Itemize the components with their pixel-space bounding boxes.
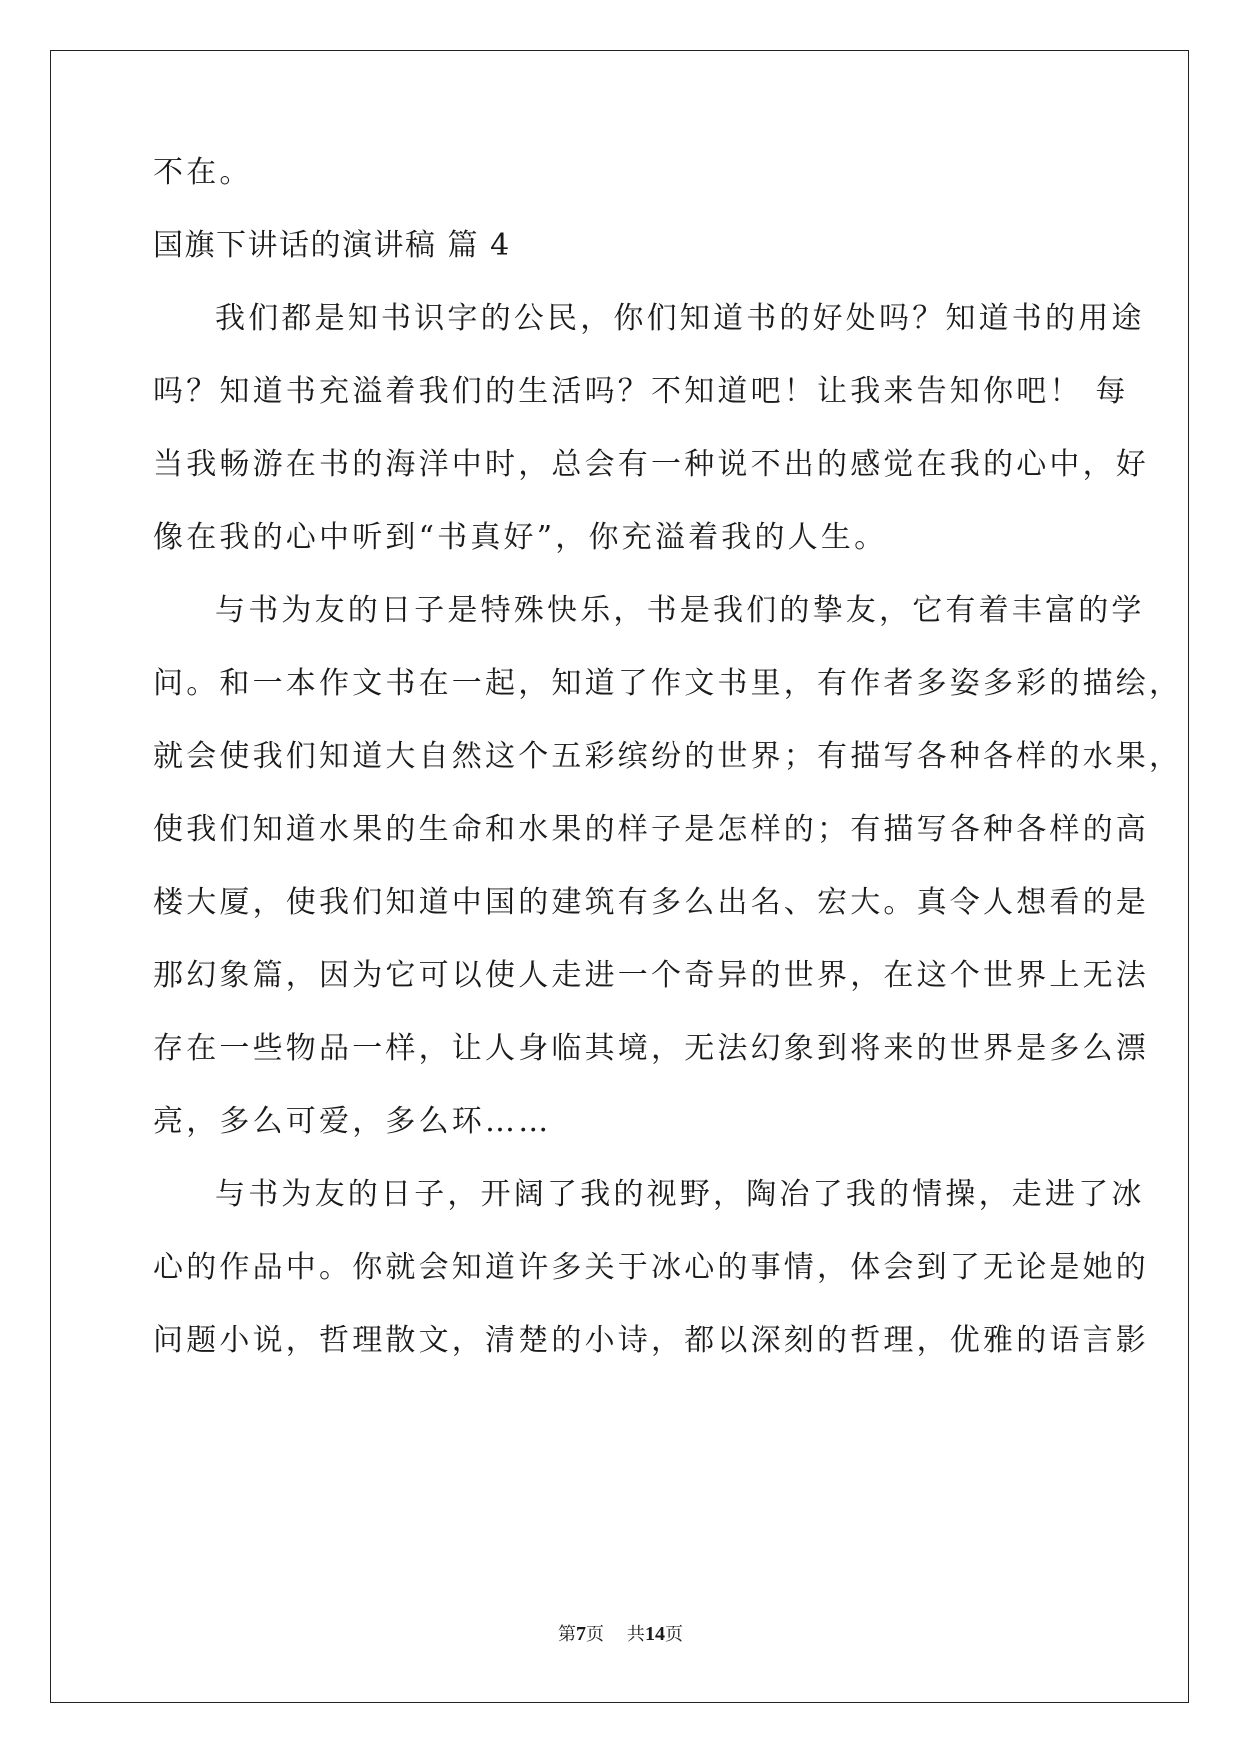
page-mid-text: 页 共 [586, 1624, 645, 1645]
page-prefix: 第 [558, 1624, 577, 1645]
total-pages-number: 14 [644, 1623, 665, 1645]
page-footer [0, 1622, 1241, 1647]
paragraph-line: 吗？知道书充溢着我们的生活吗？不知道吧！让我来告知你吧！ 每 [153, 374, 1129, 409]
paragraph-line: 心的作品中。你就会知道许多关于冰心的事情，体会到了无论是她的 [153, 1250, 1149, 1285]
paragraph-line: 就会使我们知道大自然这个五彩缤纷的世界；有描写各种各样的水果， [153, 739, 1183, 774]
paragraph-line: 楼大厦，使我们知道中国的建筑有多么出名、宏大。真令人想看的是 [153, 885, 1149, 920]
page-suffix: 页 [664, 1624, 683, 1645]
paragraph-line: 问题小说，哲理散文，清楚的小诗，都以深刻的哲理，优雅的语言影 [153, 1323, 1149, 1358]
paragraph-line: 像在我的心中听到“书真好”，你充溢着我的人生。 [153, 520, 888, 555]
paragraph-line: 与书为友的日子是特殊快乐，书是我们的挚友，它有着丰富的学 [215, 593, 1145, 628]
paragraph-line: 使我们知道水果的生命和水果的样子是怎样的；有描写各种各样的高 [153, 812, 1149, 847]
paragraph-line: 当我畅游在书的海洋中时，总会有一种说不出的感觉在我的心中，好 [153, 447, 1149, 482]
paragraph-line: 存在一些物品一样，让人身临其境，无法幻象到将来的世界是多么漂 [153, 1031, 1149, 1066]
paragraph-line: 那幻象篇，因为它可以使人走进一个奇异的世界，在这个世界上无法 [153, 958, 1149, 993]
paragraph-line: 问。和一本作文书在一起，知道了作文书里，有作者多姿多彩的描绘， [153, 666, 1183, 701]
paragraph-line: 与书为友的日子，开阔了我的视野，陶冶了我的情操，走进了冰 [215, 1177, 1145, 1212]
paragraph-line: 我们都是知书识字的公民，你们知道书的好处吗？知道书的用途 [215, 301, 1145, 336]
section-heading: 国旗下讲话的演讲稿 篇 4 [153, 228, 511, 263]
page-border [50, 50, 1189, 1703]
paragraph-line: 亮，多么可爱，多么环…… [153, 1104, 552, 1139]
current-page-number: 7 [576, 1623, 587, 1645]
paragraph-line: 不在。 [153, 155, 253, 190]
